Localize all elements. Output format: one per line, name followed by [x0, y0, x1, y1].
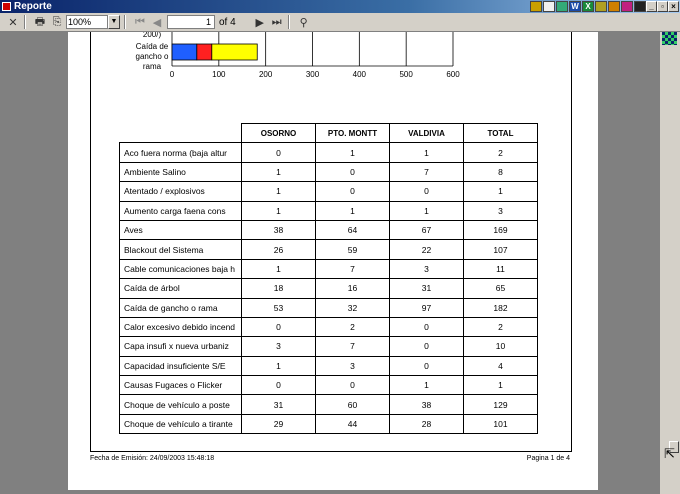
table-header-row — [120, 124, 538, 143]
row-value-cell: 0 — [316, 182, 390, 201]
row-cause-cell: Capacidad insuficiente S/E — [120, 356, 242, 375]
toolbar-separator — [24, 15, 26, 29]
window-title: Reporte — [14, 1, 52, 12]
calendar-icon[interactable] — [608, 1, 620, 12]
row-cause-cell: Atentado / explosivos — [120, 182, 242, 201]
table-row — [120, 220, 538, 239]
table-row — [120, 317, 538, 336]
row-value-cell: 7 — [316, 337, 390, 356]
chart-bar-segment-1 — [172, 44, 197, 60]
row-value-cell: 7 — [316, 259, 390, 278]
row-value-cell: 0 — [316, 376, 390, 395]
row-value-cell: 26 — [242, 240, 316, 259]
folder-icon[interactable] — [530, 1, 542, 12]
row-value-cell: 0 — [390, 356, 464, 375]
row-value-cell: 67 — [390, 220, 464, 239]
row-value-cell: 8 — [464, 162, 538, 181]
row-cause-cell: Blackout del Sistema — [120, 240, 242, 259]
chart-tick-label: 400 — [352, 70, 367, 79]
chart-tick-label: 500 — [399, 70, 413, 79]
chart-tick-label: 600 — [446, 70, 460, 79]
row-value-cell: 0 — [390, 317, 464, 336]
data-table — [119, 123, 538, 434]
table-row — [120, 376, 538, 395]
row-value-cell: 59 — [316, 240, 390, 259]
word-icon[interactable]: W — [569, 1, 581, 12]
zoom-select[interactable]: 100% — [66, 15, 108, 29]
row-value-cell: 1 — [464, 182, 538, 201]
table-row — [120, 279, 538, 298]
terminal-icon[interactable] — [634, 1, 646, 12]
row-value-cell: 0 — [390, 182, 464, 201]
table-row — [120, 162, 538, 181]
table-row — [120, 395, 538, 414]
table-row — [120, 414, 538, 433]
row-value-cell: 28 — [390, 414, 464, 433]
excel-icon[interactable]: X — [582, 1, 594, 12]
header-osorno: OSORNO — [242, 124, 316, 143]
chart-bar-segment-3 — [212, 44, 257, 60]
toolbar — [0, 13, 680, 32]
page-count-label: of 4 — [219, 16, 236, 28]
row-value-cell: 107 — [464, 240, 538, 259]
row-value-cell: 10 — [464, 337, 538, 356]
export-icon[interactable]: ⎘ — [52, 15, 62, 28]
row-value-cell: 38 — [242, 220, 316, 239]
row-cause-cell: Capa insufi x nueva urbaniz — [120, 337, 242, 356]
toolbar-separator — [288, 15, 290, 29]
row-value-cell: 1 — [242, 162, 316, 181]
table-row — [120, 337, 538, 356]
row-cause-cell: Aves — [120, 220, 242, 239]
chart-label-line-2: gancho o — [135, 52, 169, 61]
bar-chart — [68, 32, 598, 92]
row-cause-cell: Caída de árbol — [120, 279, 242, 298]
binoculars-search-icon[interactable]: ⚲ — [299, 16, 308, 29]
row-value-cell: 1 — [390, 143, 464, 162]
row-cause-cell: Causas Fugaces o Flicker — [120, 376, 242, 395]
chart-tick-label: 200 — [258, 70, 273, 79]
row-value-cell: 0 — [242, 317, 316, 336]
row-value-cell: 1 — [390, 376, 464, 395]
row-cause-cell: Cable comunicaciones baja h — [120, 259, 242, 278]
taskbar-tray — [530, 0, 646, 13]
row-value-cell: 11 — [464, 259, 538, 278]
row-cause-cell: Choque de vehículo a poste — [120, 395, 242, 414]
emission-date: Fecha de Emisión: 24/09/2003 15:48:18 — [90, 455, 215, 462]
header-total: TOTAL — [464, 124, 538, 143]
table-row — [120, 298, 538, 317]
table-row — [120, 356, 538, 375]
chart-label-line-1: Caída de — [135, 42, 169, 51]
row-value-cell: 3 — [390, 259, 464, 278]
row-value-cell: 2 — [464, 317, 538, 336]
outlook-icon[interactable] — [595, 1, 607, 12]
row-value-cell: 1 — [390, 201, 464, 220]
table-row — [120, 182, 538, 201]
chart-truncated-label: 200/) — [142, 32, 162, 39]
row-cause-cell: Caída de gancho o rama — [120, 298, 242, 317]
minimize-button[interactable]: _ — [646, 1, 657, 12]
row-value-cell: 16 — [316, 279, 390, 298]
chart-bar-segment-2 — [197, 44, 212, 60]
notepad-icon[interactable] — [543, 1, 555, 12]
mouse-cursor-icon: ⇱ — [664, 446, 675, 461]
print-icon[interactable]: 🖶 — [34, 15, 46, 28]
close-report-icon[interactable]: ✕ — [8, 16, 18, 29]
row-value-cell: 129 — [464, 395, 538, 414]
row-value-cell: 182 — [464, 298, 538, 317]
row-value-cell: 29 — [242, 414, 316, 433]
row-cause-cell: Aumento carga faena cons — [120, 201, 242, 220]
row-value-cell: 4 — [464, 356, 538, 375]
table-row — [120, 201, 538, 220]
row-value-cell: 31 — [390, 279, 464, 298]
row-value-cell: 1 — [242, 356, 316, 375]
image-icon[interactable] — [556, 1, 568, 12]
chart-tick-label: 0 — [169, 70, 175, 79]
row-value-cell: 97 — [390, 298, 464, 317]
row-value-cell: 1 — [242, 201, 316, 220]
row-value-cell: 1 — [316, 143, 390, 162]
header-valdivia: VALDIVIA — [390, 124, 464, 143]
row-cause-cell: Aco fuera norma (baja altur — [120, 143, 242, 162]
row-value-cell: 1 — [464, 376, 538, 395]
toolbar-separator — [124, 15, 126, 29]
row-cause-cell: Calor excesivo debido incend — [120, 317, 242, 336]
row-value-cell: 1 — [242, 182, 316, 201]
chart-tick-label: 100 — [212, 70, 226, 79]
chart-tick-label: 300 — [305, 70, 320, 79]
row-value-cell: 0 — [242, 143, 316, 162]
row-value-cell: 22 — [390, 240, 464, 259]
row-value-cell: 3 — [242, 337, 316, 356]
row-cause-cell: Choque de vehículo a tirante — [120, 414, 242, 433]
previous-page-icon[interactable]: ◀ — [152, 16, 162, 29]
grid-icon[interactable] — [662, 32, 677, 45]
row-value-cell: 53 — [242, 298, 316, 317]
next-page-icon[interactable]: ▶ — [255, 16, 264, 29]
header-pto-montt: PTO. MONTT — [316, 124, 390, 143]
row-value-cell: 1 — [242, 259, 316, 278]
row-value-cell: 7 — [390, 162, 464, 181]
row-value-cell: 1 — [316, 201, 390, 220]
row-cause-cell: Ambiente Salino — [120, 162, 242, 181]
row-value-cell: 38 — [390, 395, 464, 414]
row-value-cell: 65 — [464, 279, 538, 298]
chevron-down-icon[interactable]: ▼ — [108, 15, 120, 29]
powerpoint-icon[interactable] — [621, 1, 633, 12]
row-value-cell: 2 — [464, 143, 538, 162]
first-page-icon[interactable]: ⏮ — [135, 15, 145, 28]
table-row — [120, 240, 538, 259]
table-row — [120, 143, 538, 162]
row-value-cell: 0 — [316, 162, 390, 181]
row-value-cell: 44 — [316, 414, 390, 433]
row-value-cell: 101 — [464, 414, 538, 433]
row-value-cell: 60 — [316, 395, 390, 414]
row-value-cell: 0 — [390, 337, 464, 356]
chart-label-line-3: rama — [142, 62, 162, 71]
row-value-cell: 169 — [464, 220, 538, 239]
close-button[interactable]: × — [668, 1, 679, 12]
last-page-icon[interactable]: ⏭ — [271, 15, 282, 28]
row-value-cell: 0 — [242, 376, 316, 395]
row-value-cell: 31 — [242, 395, 316, 414]
row-value-cell: 3 — [464, 201, 538, 220]
restore-button[interactable]: ▫ — [657, 1, 668, 12]
window-controls — [646, 0, 679, 13]
page-indicator: Pagina 1 de 4 — [526, 455, 570, 462]
row-value-cell: 2 — [316, 317, 390, 336]
row-value-cell: 64 — [316, 220, 390, 239]
app-icon — [2, 2, 11, 11]
page-number-input[interactable]: 1 — [167, 15, 215, 29]
row-value-cell: 3 — [316, 356, 390, 375]
row-value-cell: 18 — [242, 279, 316, 298]
table-row — [120, 259, 538, 278]
right-panel — [660, 32, 680, 494]
row-value-cell: 32 — [316, 298, 390, 317]
report-page — [68, 32, 598, 490]
header-blank — [120, 124, 242, 143]
